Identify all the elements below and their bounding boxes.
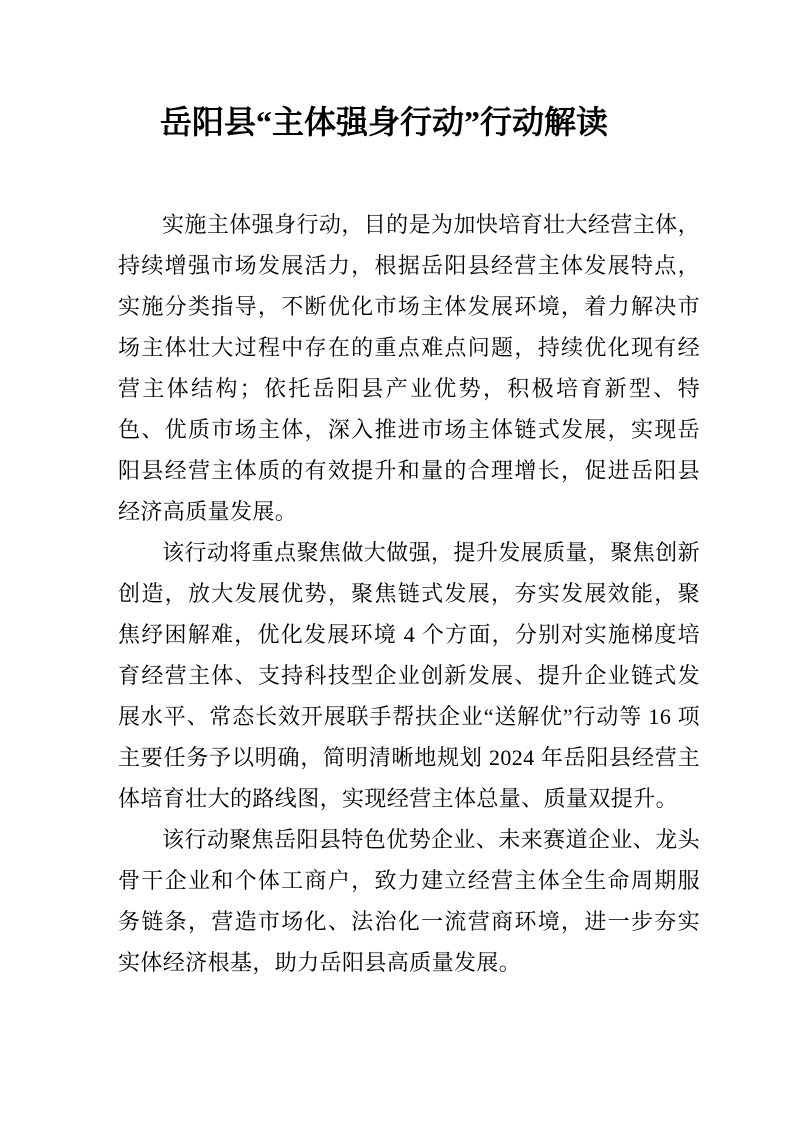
document-body xyxy=(118,204,700,983)
paragraph-3: 该行动聚焦岳阳县特色优势企业、未来赛道企业、龙头骨干企业和个体工商户，致力建立经营主体全生命周期服务链条，营造市场化、法治化一流营商环境，进一步夯实实体经济根基，助力岳阳县高质量发展。 xyxy=(118,827,700,975)
paragraph-1: 实施主体强身行动，目的是为加快培育壮大经营主体，持续增强市场发展活力，根据岳阳县经营主体发展特点，实施分类指导，不断优化市场主体发展环境，着力解决市场主体壮大过程中存在的重点难点问题，持续优化现有经营主体结构；依托岳阳县产业优势，积极培育新型、特色、优质市场主体，深入推进市场主体链式发展，实现岳阳县经营主体质的有效提升和量的合理增长，促进岳阳县经济高质量发展。 xyxy=(118,212,700,524)
paragraph-2: 该行动将重点聚焦做大做强，提升发展质量，聚焦创新创造，放大发展优势，聚焦链式发展，夯实发展效能，聚焦纾困解难，优化发展环境 4 个方面，分别对实施梯度培育经营主体、支持科技型企业创新发展、提升企业链式发展水平、常态长效开展联手帮扶企业“送解优”行动等 16 项主要任务予以明确，简明清晰地规划 2024 年岳阳县经营主体培育壮大的路线图，实现经营主体总量、质量双提升。 xyxy=(118,540,700,811)
document-title: 岳阳县“主体强身行动”行动解读 xyxy=(159,104,608,140)
